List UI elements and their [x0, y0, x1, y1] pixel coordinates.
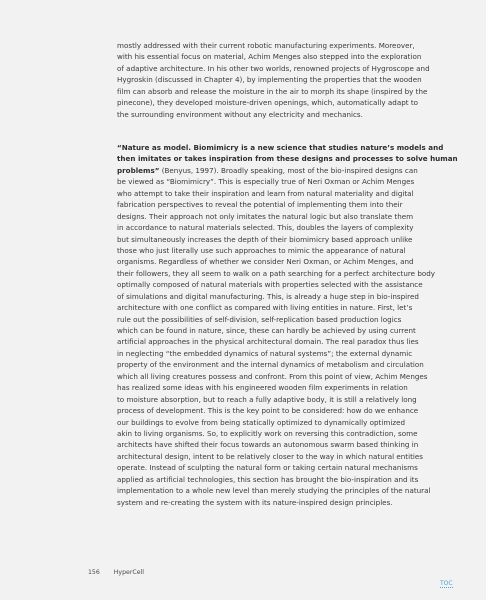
paragraph-2-line: system and re-creating the system with its nature-inspired design principles.	[117, 497, 393, 507]
paragraph-1-line: the surrounding environment without any electricity and mechanics.	[117, 109, 363, 119]
paragraph-2-line: of simulations and digital manufacturing. This, is already a huge step in bio-inspired	[117, 291, 419, 301]
toc-link[interactable]: TOC	[440, 580, 453, 587]
paragraph-2-line: artificial approaches in the physical architectural domain. The real paradox thus lies	[117, 337, 419, 347]
paragraph-2-line: but simultaneously increases the depth of their biomimicry based approach unlike	[117, 234, 413, 244]
biomimicry-quote: then imitates or takes inspiration from these designs and processes to solve human	[117, 154, 458, 164]
paragraph-1-line: of adaptive architecture. In his other two worlds, renowned projects of Hygroscope and	[117, 63, 430, 73]
paragraph-2-line: has realized some ideas with his engineered wooden film experiments in relation	[117, 383, 408, 393]
paragraph-2-line: designs. Their approach not only imitates the natural logic but also translate them	[117, 211, 414, 221]
paragraph-2-line: applied as artificial technologies, this section has brought the bio-inspiration and its	[117, 474, 419, 484]
paragraph-2-line	[117, 142, 473, 153]
paragraph-2-line: organisms. Regardless of whether we consider Neri Oxman, or Achim Menges, and	[117, 257, 414, 267]
paragraph-2-line: architectural design, intent to be relatively closer to the way in which natural entities	[117, 451, 424, 461]
paragraph-2-line	[117, 165, 473, 176]
paragraph-2-line: which can be found in nature, since, these can hardly be achieved by using current	[117, 326, 416, 335]
paragraph-2-line: in neglecting “the embedded dynamics of natural systems”; the external dynamic	[117, 348, 413, 358]
paragraph-2-line: process of development. This is the key point to be considered: how do we enhance	[117, 406, 419, 416]
citation-text: (Benyus, 1997). Broadly speaking, most of the bio-inspired designs can	[159, 165, 418, 175]
paragraph-2	[117, 142, 473, 508]
paragraph-2-line: rule out the possibilities of self-division, self-replication based production logics	[117, 314, 402, 324]
paragraph-2-line: who attempt to take their inspiration and learn from natural materiality and digital	[117, 188, 414, 198]
page-footer	[88, 569, 144, 576]
paragraph-2-line: to moisture absorption, but to reach a fully adaptive body, it is still a relatively long	[117, 394, 417, 404]
paragraph-2-line: be viewed as “Biomimicry”. This is especially true of Neri Oxman or Achim Menges	[117, 177, 415, 187]
paragraph-1-line: film can absorb and release the moisture in the air to morph its shape (inspired by the	[117, 86, 428, 96]
paragraph-1-line: pinecone), they developed moisture-driven openings, which, automatically adapt to	[117, 98, 419, 108]
biomimicry-quote: “Nature as model. Biomimicry is a new science that studies nature’s models and	[117, 143, 444, 152]
paragraph-2-line: implementation to a whole new level than merely studying the principles of the natural	[117, 486, 431, 496]
paragraph-2-line: in accordance to natural materials selected. This, doubles the layers of complexity	[117, 223, 414, 233]
paragraph-2-line: akin to living organisms. So, to explicitly work on reversing this contradiction, some	[117, 428, 418, 438]
running-title: HyperCell	[113, 569, 144, 576]
paragraph-2-line: optimally composed of natural materials with properties selected with the assistance	[117, 280, 423, 290]
paragraph-2-line: our buildings to evolve from being statically optimized to dynamically optimized	[117, 417, 406, 427]
biomimicry-quote: problems”	[117, 165, 160, 175]
paragraph-2-line: operate. Instead of sculpting the natural form or taking certain natural mechanisms	[117, 463, 418, 473]
page-number: 156	[88, 569, 100, 576]
paragraph-1-line: with his essential focus on material, Achim Menges also stepped into the exploration	[117, 52, 422, 62]
paragraph-2-line: which all living creatures possess and confront. From this point of view, Achim Menges	[117, 371, 428, 381]
paragraph-1	[117, 40, 473, 120]
paragraph-2-line: property of the environment and the internal dynamics of metabolism and circulation	[117, 360, 424, 370]
paragraph-2-line	[117, 153, 473, 164]
paragraph-2-line: those who just literally use such approaches to mimic the appearance of natural	[117, 245, 406, 255]
paragraph-2-line: architecture with one conflict as compared with living entities in nature. First, let’s	[117, 303, 413, 313]
paragraph-1-line: Hygroskin (discussed in Chapter 4), by implementing the properties that the wooden	[117, 75, 422, 85]
paragraph-2-line: fabrication perspectives to reveal the potential of implementing them into their	[117, 200, 403, 210]
paragraph-2-line: architects have shifted their focus towards an autonomous swarm based thinking in	[117, 440, 419, 450]
paragraph-2-line: their followers, they all seem to walk on a path searching for a perfect architecture body	[117, 268, 436, 278]
paragraph-1-line: mostly addressed with their current robotic manufacturing experiments. Moreover,	[117, 41, 415, 50]
